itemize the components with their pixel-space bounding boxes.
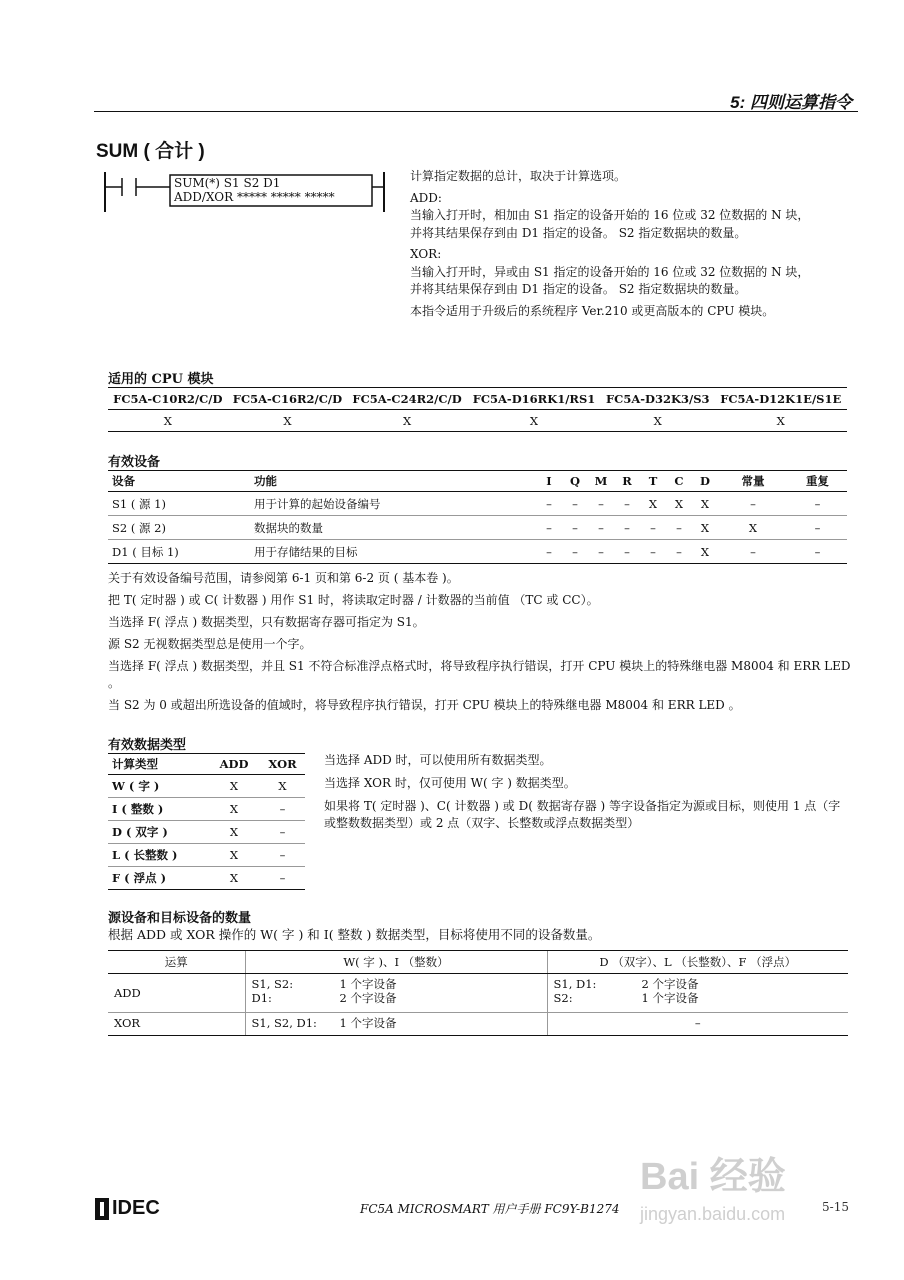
cnt-key: S1, S2: (251, 977, 294, 991)
cell: – (614, 492, 640, 516)
note: 源 S2 无视数据类型总是使用一个字。 (108, 637, 312, 651)
cpu-value: X (228, 410, 348, 432)
cnt-key: D1: (251, 991, 272, 1005)
version-note: 本指令适用于升级后的系统程序 Ver.210 或更高版本的 CPU 模块。 (410, 303, 775, 318)
cell: – (562, 492, 588, 516)
cpu-table (108, 387, 847, 432)
add-text-2: 并将其结果保存到由 D1 指定的设备。 S2 指定数据块的数量。 (410, 225, 747, 240)
devices-table (108, 470, 847, 564)
cell: – (536, 516, 562, 540)
baidu-watermark (640, 1145, 870, 1245)
dt-type: W ( 字 ) (108, 775, 208, 798)
cnt-val: 2 个字设备 (641, 977, 699, 991)
table-row (108, 492, 847, 516)
cell: – (788, 492, 847, 516)
cell: X (208, 844, 260, 867)
devices-col: I (536, 471, 562, 492)
device-count-heading: 源设备和目标设备的数量 (108, 911, 252, 926)
cell: X (692, 516, 718, 540)
dt-type: I ( 整数 ) (108, 798, 208, 821)
ladder-line-1: SUM(*) S1 S2 D1 (174, 176, 281, 190)
cell: – (666, 540, 692, 564)
idec-logo-icon (95, 1198, 109, 1220)
dt-type: F ( 浮点 ) (108, 867, 208, 890)
table-row (108, 1013, 848, 1036)
dt-note: 如果将 T( 定时器 )、C( 计数器 ) 或 D( 数据寄存器 ) 等字设备指定为源或目标，则使用 1 点（字或整数数据类型）或 2 点（双字、长整数或浮点数据类型） (324, 799, 841, 830)
table-row (108, 844, 305, 867)
data-types-header-row (108, 754, 305, 775)
cnt-val: 2 个字设备 (339, 991, 397, 1005)
cell: – (614, 540, 640, 564)
cell: – (666, 516, 692, 540)
devices-col: R (614, 471, 640, 492)
ladder-diagram (104, 170, 386, 214)
cnt-col: D （双字）、L （长整数）、F （浮点） (547, 951, 848, 974)
cell: X (208, 867, 260, 890)
cell: – (588, 492, 614, 516)
devices-col: Q (562, 471, 588, 492)
cnt-col: 运算 (108, 951, 245, 974)
cnt-val: 1 个字设备 (339, 1016, 397, 1030)
cpu-col: FC5A-C10R2/C/D (108, 388, 228, 410)
data-types-notes (324, 752, 844, 838)
cell: – (562, 516, 588, 540)
cell: – (260, 798, 305, 821)
cpu-value: X (714, 410, 847, 432)
data-types-heading: 有效数据类型 (108, 738, 187, 753)
note: 把 T( 定时器 ) 或 C( 计数器 ) 用作 S1 时，将读取定时器 / 计数器的当前值 （TC 或 CC）。 (108, 593, 599, 607)
cpu-value-row (108, 410, 847, 432)
idec-logo (95, 1197, 160, 1220)
note: 当 S2 为 0 或超出所选设备的值域时，将导致程序执行错误，打开 CPU 模块上的特殊继电器 M8004 和 ERR LED 。 (108, 698, 741, 712)
cell: – (588, 516, 614, 540)
header-rule (94, 111, 858, 112)
note: 当选择 F( 浮点 ) 数据类型，并且 S1 不符合标准浮点格式时，将导致程序执行错误，打开 CPU 模块上的特殊继电器 M8004 和 ERR LED 。 (108, 659, 851, 690)
device-function: 用于计算的起始设备编号 (250, 492, 536, 516)
cpu-value: X (347, 410, 467, 432)
table-row (108, 540, 847, 564)
cell: X (718, 516, 788, 540)
dt-col: XOR (260, 754, 305, 775)
device-name: D1 ( 目标 1) (108, 540, 250, 564)
add-label: ADD: (410, 190, 442, 205)
cnt-cell: – (547, 1013, 848, 1036)
cell: – (640, 516, 666, 540)
device-function: 用于存储结果的目标 (250, 540, 536, 564)
dt-type: D ( 双字 ) (108, 821, 208, 844)
cnt-key: S2: (553, 991, 573, 1005)
cnt-key: S1, D1: (553, 977, 597, 991)
section-title: SUM ( 合计 ) (96, 141, 205, 162)
devices-col: D (692, 471, 718, 492)
dt-note: 当选择 ADD 时，可以使用所有数据类型。 (324, 753, 552, 767)
cpu-col: FC5A-C16R2/C/D (228, 388, 348, 410)
devices-col: 常量 (718, 471, 788, 492)
ladder-line-2: ADD/XOR ***** ***** ***** (174, 190, 335, 204)
xor-text-2: 并将其结果保存到由 D1 指定的设备。 S2 指定数据块的数量。 (410, 282, 747, 296)
dt-note: 当选择 XOR 时，仅可使用 W( 字 ) 数据类型。 (324, 776, 576, 790)
xor-label: XOR: (410, 247, 442, 261)
cell: – (260, 844, 305, 867)
footer-title: FC5A MICROSMART 用户手册 FC9Y-B1274 (360, 1202, 620, 1216)
cnt-key: S1, S2, D1: (251, 1016, 317, 1030)
table-row (108, 516, 847, 540)
notes (108, 570, 858, 719)
cnt-val: 1 个字设备 (339, 977, 397, 991)
device-count-subheading: 根据 ADD 或 XOR 操作的 W( 字 ) 和 I( 整数 ) 数据类型，目标将使用不同的设备数量。 (108, 927, 601, 942)
table-row (108, 867, 305, 890)
xor-text-1: 当输入打开时，异或由 S1 指定的设备开始的 16 位或 32 位数据的 N 块， (410, 264, 810, 279)
cell: X (666, 492, 692, 516)
cell: – (562, 540, 588, 564)
page-number: 5-15 (822, 1200, 849, 1214)
cpu-col: FC5A-C24R2/C/D (347, 388, 467, 410)
cnt-cell (547, 974, 848, 1013)
cnt-cell (245, 974, 547, 1013)
cell: – (640, 540, 666, 564)
device-count-table (108, 950, 848, 1036)
cpu-value: X (601, 410, 714, 432)
cell: X (260, 775, 305, 798)
cell: – (614, 516, 640, 540)
cpu-col: FC5A-D32K3/S3 (601, 388, 714, 410)
cell: – (788, 540, 847, 564)
desc-intro: 计算指定数据的总计，取决于计算选项。 (410, 169, 627, 183)
devices-col: 设备 (108, 471, 250, 492)
cell: – (260, 821, 305, 844)
cell: X (692, 540, 718, 564)
devices-col: C (666, 471, 692, 492)
cell: – (588, 540, 614, 564)
table-row (108, 798, 305, 821)
cell: X (208, 821, 260, 844)
device-function: 数据块的数量 (250, 516, 536, 540)
devices-heading: 有效设备 (108, 455, 161, 470)
cnt-cell (245, 1013, 547, 1036)
cell: X (692, 492, 718, 516)
description (410, 168, 860, 324)
table-row (108, 974, 848, 1013)
cell: X (640, 492, 666, 516)
device-count-header-row (108, 951, 848, 974)
cpu-heading: 适用的 CPU 模块 (108, 372, 214, 387)
cell: – (718, 540, 788, 564)
watermark-brand: Bai 经验 (640, 1156, 786, 1198)
cpu-header-row (108, 388, 847, 410)
cpu-value: X (467, 410, 601, 432)
cpu-col: FC5A-D12K1E/S1E (714, 388, 847, 410)
op-add: ADD (108, 974, 245, 1013)
cell: – (718, 492, 788, 516)
op-xor: XOR (108, 1013, 245, 1036)
cell: X (208, 798, 260, 821)
devices-header-row (108, 471, 847, 492)
cell: X (208, 775, 260, 798)
cnt-val: 1 个字设备 (641, 991, 699, 1005)
cpu-col: FC5A-D16RK1/RS1 (467, 388, 601, 410)
chapter-title: 5: 四则运算指令 (730, 93, 852, 112)
dt-col: 计算类型 (108, 754, 208, 775)
table-row (108, 775, 305, 798)
device-name: S2 ( 源 2) (108, 516, 250, 540)
cpu-value: X (108, 410, 228, 432)
devices-col: M (588, 471, 614, 492)
dt-type: L ( 长整数 ) (108, 844, 208, 867)
cell: – (536, 492, 562, 516)
cnt-col: W( 字 )、I （整数） (245, 951, 547, 974)
devices-col: 功能 (250, 471, 536, 492)
devices-col: 重复 (788, 471, 847, 492)
cell: – (536, 540, 562, 564)
dt-col: ADD (208, 754, 260, 775)
table-row (108, 821, 305, 844)
note: 当选择 F( 浮点 ) 数据类型，只有数据寄存器可指定为 S1。 (108, 615, 425, 629)
add-text-1: 当输入打开时，相加由 S1 指定的设备开始的 16 位或 32 位数据的 N 块， (410, 208, 810, 222)
device-name: S1 ( 源 1) (108, 492, 250, 516)
logo-text: IDEC (112, 1197, 160, 1219)
cell: – (260, 867, 305, 890)
devices-col: T (640, 471, 666, 492)
note: 关于有效设备编号范围，请参阅第 6-1 页和第 6-2 页 ( 基本卷 )。 (108, 571, 459, 585)
data-types-table (108, 753, 305, 890)
watermark-url: jingyan.baidu.com (640, 1204, 786, 1224)
cell: – (788, 516, 847, 540)
